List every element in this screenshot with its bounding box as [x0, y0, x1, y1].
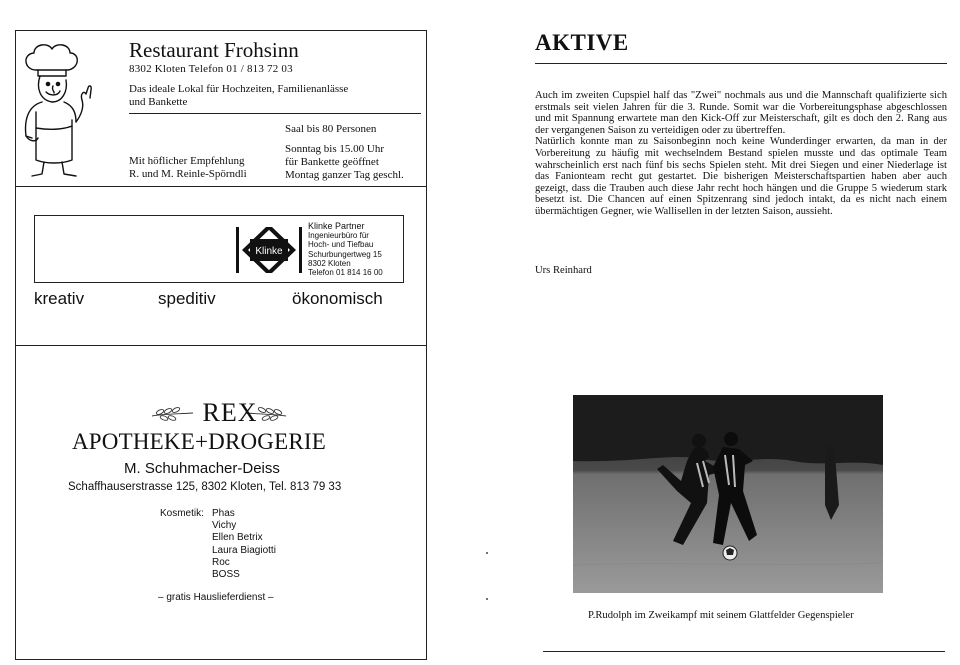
chef-illustration — [18, 40, 100, 178]
restaurant-address: 8302 Kloten Telefon 01 / 813 72 03 — [129, 63, 293, 75]
restaurant-capacity: Saal bis 80 Personen — [285, 123, 377, 135]
restaurant-hours-line: Montag ganzer Tag geschl. — [285, 169, 404, 181]
divider-line — [15, 186, 427, 187]
klinke-line: Telefon 01 814 16 00 — [308, 268, 383, 278]
greeting-line: R. und M. Reinle-Spörndli — [129, 168, 247, 180]
photo-caption: P.Rudolph im Zweikampf mit seinem Glattfelder Gegenspieler — [588, 610, 854, 621]
apotheke-title: REX — [202, 398, 258, 427]
article-paragraph: Auch im zweiten Cupspiel half das "Zwei" nochmals aus und die Mannschaft qualifizierte sich erstmals seit vielen Jahren für die 3. Runde. Somit war die Vorbereitungsphase abgeschlossen und mit Spannung erwartete man den Kick-Off zur Meisterschaft, gilt es doch den 2. Rang aus der vergangenen Saison zu verteidigen oder zu übertreffen. — [535, 90, 947, 136]
delivery-note: – gratis Hauslieferdienst – — [158, 592, 274, 603]
apotheke-subtitle: APOTHEKE+DROGERIE — [72, 429, 327, 454]
restaurant-hours-line: für Bankette geöffnet — [285, 156, 379, 168]
restaurant-name: Restaurant Frohsinn — [129, 38, 299, 62]
article-paragraph: Natürlich konnte man zu Saisonbeginn noch keine Wunderdinger erwarten, da man in der Vorbereitung zu häufig mit wechselndem Bestand spielen musste und das optimale Team wahrscheinlich erst nach fünf bis sechs Spielen steht. Mit drei Siegen und einer Niederlage ist das Fanionteam recht gut gestartet. Die bisherigen Meisterschaftspartien haben aber auch gezeigt, dass die Trauben auch diese Jahr recht hoch hängen und die Gruppe 5 wiederum stark besetzt ist. Die Chancen auf einen Spitzenrang sind jedoch intakt, da es nicht nach einem übermächtigen Gegner, wie Wallisellen in der letzten Saison, aussieht. — [535, 136, 947, 217]
kosmetik-item: Phas — [212, 508, 235, 519]
restaurant-hours-line: Sonntag bis 15.00 Uhr — [285, 143, 384, 155]
kosmetik-item: Roc — [212, 556, 230, 568]
restaurant-greeting — [129, 155, 247, 181]
kosmetik-item: Ellen Betrix — [212, 532, 263, 544]
bottom-rule — [543, 651, 945, 652]
kosmetik-item: Vichy — [212, 520, 237, 532]
apotheke-address: Schaffhauserstrasse 125, 8302 Kloten, Tel. 813 79 33 — [68, 481, 342, 493]
divider-line — [15, 345, 427, 346]
section-heading: AKTIVE — [535, 30, 629, 55]
klinke-logo — [236, 225, 302, 275]
slogan: ökonomisch — [292, 289, 383, 308]
klinke-line: Ingenieurbüro für — [308, 231, 369, 241]
article-body — [535, 90, 947, 218]
football-photo — [573, 395, 883, 593]
restaurant-description: Das ideale Lokal für Hochzeiten, Familienanlässe — [129, 83, 349, 95]
kosmetik-item: Laura Biagiotti — [212, 544, 276, 556]
scan-speck — [486, 552, 488, 554]
scan-speck — [486, 598, 488, 600]
heading-rule — [535, 63, 947, 64]
klinke-line: 8302 Kloten — [308, 258, 351, 268]
kosmetik-list — [212, 508, 276, 581]
restaurant-hours — [285, 143, 404, 182]
slogan: kreativ — [34, 289, 85, 308]
klinke-logo-text: Klinke — [255, 246, 283, 257]
restaurant-rule — [129, 113, 421, 114]
greeting-line: Mit höflicher Empfehlung — [129, 155, 245, 167]
article-author: Urs Reinhard — [535, 265, 592, 276]
slogan: speditiv — [158, 289, 216, 308]
kosmetik-label: Kosmetik: — [160, 508, 204, 519]
apotheke-owner: M. Schuhmacher-Deiss — [124, 460, 280, 477]
klinke-contact — [308, 222, 383, 277]
klinke-line: Schurbungertweg 15 — [308, 249, 382, 259]
kosmetik-item: BOSS — [212, 569, 240, 581]
klinke-line: Klinke Partner — [308, 221, 365, 231]
klinke-line: Hoch- und Tiefbau — [308, 240, 374, 250]
restaurant-description: und Bankette — [129, 96, 188, 108]
